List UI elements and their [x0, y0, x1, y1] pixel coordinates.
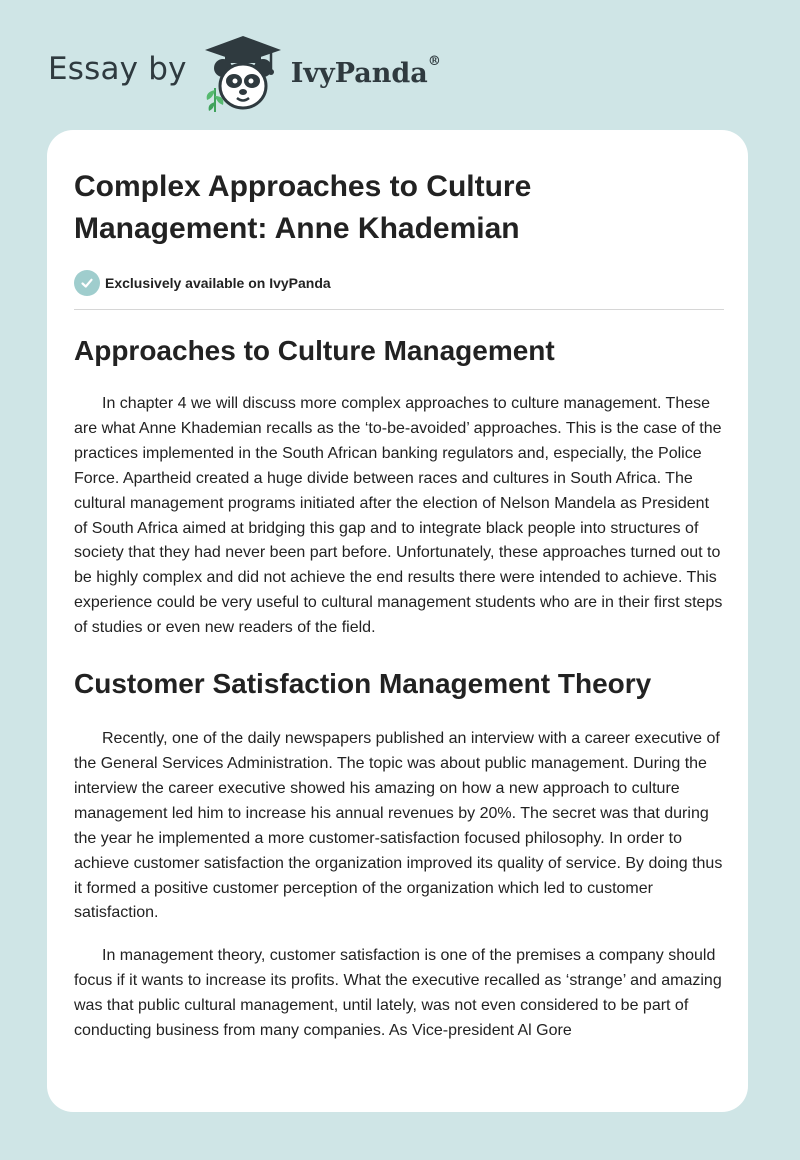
essay-by-label: Essay by — [48, 51, 187, 87]
paragraph: Recently, one of the daily newspapers published an interview with a career executive of the General Services Administration. The topic was about public management. During the interview the career executive showed his amazing on how a new approach to culture management led him to increase his annual revenues by 20%. The secret was that during the year he implemented a more customer-satisfaction focused philosophy. In order to achieve customer satisfaction the organization improved its quality of service. By doing thus it formed a positive customer perception of the organization which led to customer satisfaction. — [74, 730, 723, 922]
paragraph: In management theory, customer satisfaction is one of the premises a company should focus if it wants to increase its profits. What the executive recalled as ‘strange’ and amazing was that public cultural management, until lately, was not even considered to be part of conducting business from many companies. As Vice-president Al Gore — [74, 947, 722, 1040]
section-customer-satisfaction — [74, 667, 724, 1044]
essay-content — [74, 166, 724, 1044]
page-title: Complex Approaches to Culture Management: Anne Khademian — [74, 170, 532, 245]
exclusive-badge — [74, 268, 724, 298]
brand-text: IvyPanda — [290, 57, 428, 89]
section-culture-management — [74, 334, 724, 641]
site-header — [48, 30, 441, 114]
ivypanda-logo-icon[interactable] — [201, 30, 285, 114]
paragraph: In chapter 4 we will discuss more complex approaches to culture management. These are what Anne Khademian recalls as the ‘to-be-avoided’ approaches. This is the case of the practices implemented in the South African banking regulators and, especially, the Police Force. Apartheid created a huge divide between races and cultures in South Africa. The cultural management programs initiated after the election of Nelson Mandela as President of South Africa aimed at bridging this gap and to integrate black people into structures of society that they had never been part before. Unfortunately, these approaches turned out to be highly complex and did not achieve the end results there were intended to achieve. This experience could be very useful to cultural management students who are in their first steps of studies or even new readers of the field. — [74, 395, 723, 637]
badge-label: Exclusively available on IvyPanda — [105, 275, 331, 291]
check-icon — [74, 270, 100, 296]
brand-name[interactable] — [290, 53, 441, 89]
essay-card — [47, 130, 748, 1112]
divider — [74, 309, 724, 310]
registered-mark: ® — [427, 53, 441, 69]
section-heading: Approaches to Culture Management — [74, 335, 555, 366]
section-heading: Customer Satisfaction Management Theory — [74, 668, 652, 700]
